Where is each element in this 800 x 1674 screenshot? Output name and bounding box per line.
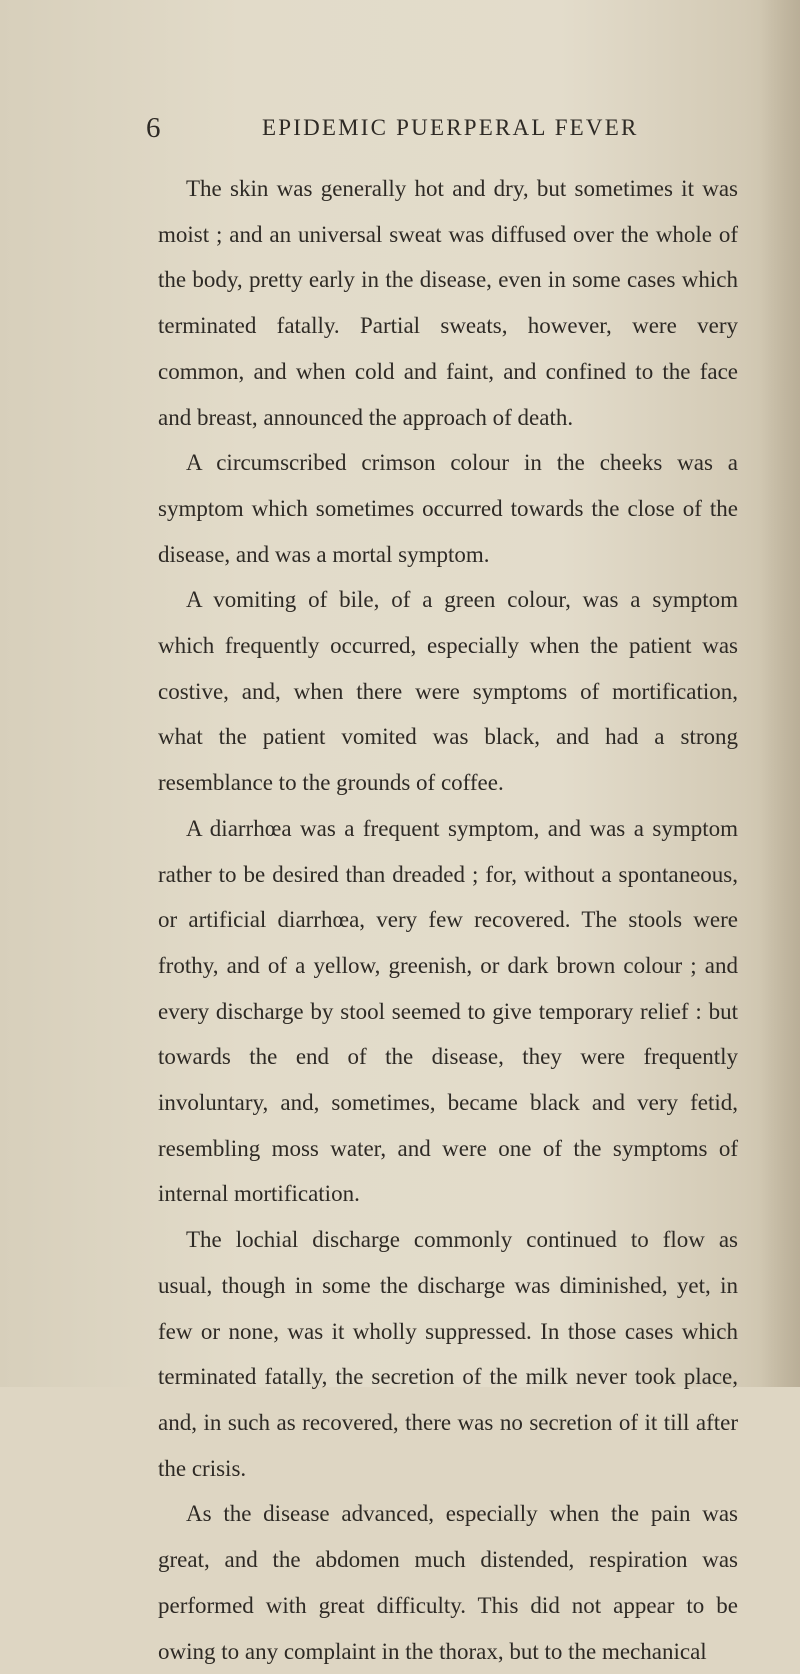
page-number: 6 [146, 112, 161, 144]
paragraph-vomiting: A vomiting of bile, of a green colour, was a symptom which frequently occurred, especially when the patient was costive, and, when there were symptoms of mortification, what the patient vomited was black, and had a strong resemblance to the grounds of coffee. [158, 587, 738, 796]
page-edge-shadow [760, 0, 800, 1387]
paragraph-respiration: As the disease advanced, especially when the pain was great, and the abdomen much distended, respiration was performed with great difficulty. This did not appear to be owing to any complaint in the thorax, but to the mechanical [158, 1501, 738, 1664]
paragraph-diarrhoea: A diarrhœa was a frequent symptom, and was a symptom rather to be desired than dreaded ; for, without a spontaneous, or artificial diarrhœa, very few recovered. The stools were frothy, and of a yellow, greenish, or dark brown colour ; and every discharge by stool seemed to give temporary relief : but towards the end of the disease, they were frequently involuntary, and, sometimes, became black and very fetid, resembling moss water, and were one of the symptoms of internal mortification. [158, 815, 738, 1207]
paragraph-lochial-discharge: The lochial discharge commonly continued to flow as usual, though in some the discharge was diminished, yet, in few or none, was it wholly suppressed. In those cases which terminated fatally, the secretion of the milk never took place, and, in such as recovered, there was no secretion of it till after the crisis. [158, 1227, 738, 1481]
paragraph-skin: The skin was generally hot and dry, but sometimes it was moist ; and an universal sweat was diffused over the whole of the body, pretty early in the disease, even in some cases which terminated fatally. Partial sweats, however, were very common, and when cold and faint, and confined to the face and breast, announced the approach of death. [158, 176, 738, 430]
page-header [0, 112, 800, 152]
running-head: EPIDEMIC PUERPERAL FEVER [262, 115, 639, 140]
paragraph-crimson-colour: A circumscribed crimson colour in the cheeks was a symptom which sometimes occurred towards the close of the disease, and was a mortal symptom. [158, 450, 738, 567]
body-text [158, 166, 738, 1674]
